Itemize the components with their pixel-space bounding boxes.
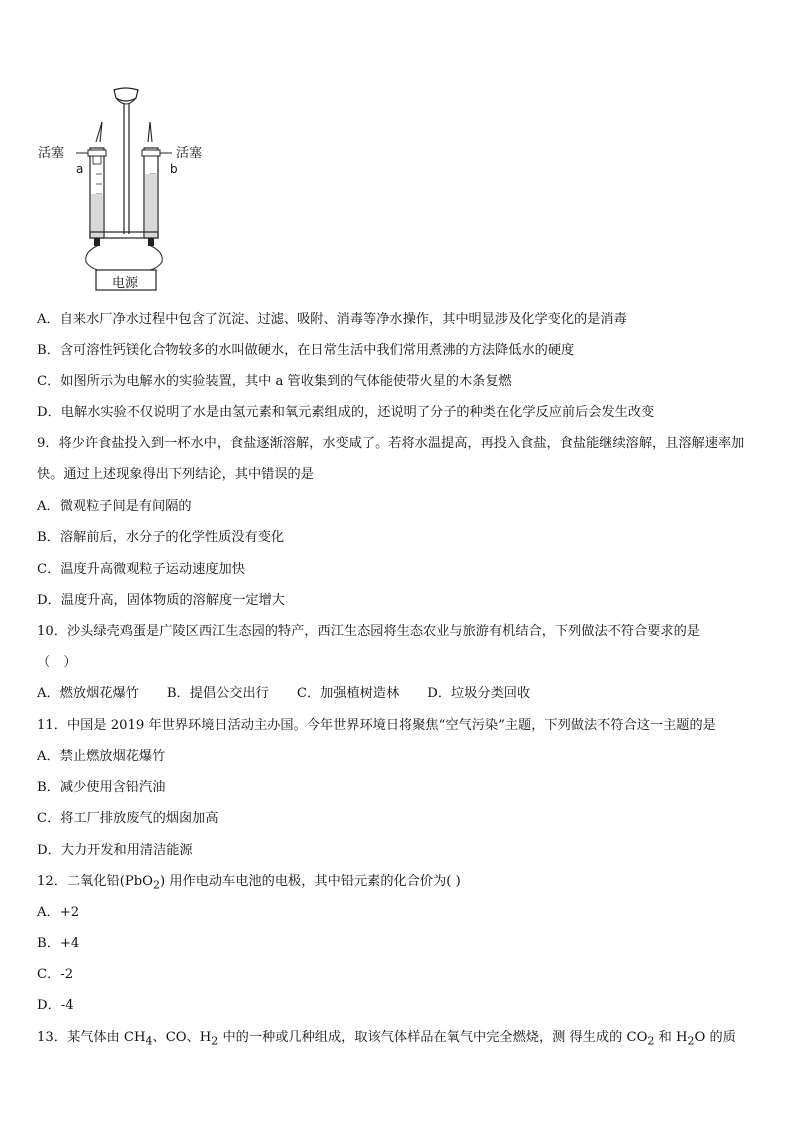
q10-answer-paren: （ ） — [37, 655, 77, 670]
q13-stem: 13．某气体由 $CH_4$、CO、$H_2$ 中的一种或几种组成，取该气体样品在氧气中完全燃烧，测 得生成的 $CO_2$ 和 $H_2O$ 的质 — [37, 1030, 736, 1048]
q12-option-a: A．+2 — [37, 905, 80, 920]
q10-options-row — [37, 685, 530, 703]
q10-option-d: D．垃圾分类回收 — [427, 686, 531, 701]
q10-option-b: B．提倡公交出行 — [166, 686, 269, 701]
q11-option-c: C．将工厂排放废气的烟囱加高 — [37, 811, 219, 826]
q8-option-d: D．电解水实验不仅说明了水是由氢元素和氧元素组成的，还说明了分子的种类在化学反应前后会发生改变 — [37, 405, 655, 420]
q9-option-a: A．微观粒子间是有间隔的 — [37, 499, 192, 514]
q11-option-d: D．大力开发和用清洁能源 — [37, 843, 193, 858]
q12-option-d: D．-4 — [37, 998, 74, 1013]
q9-option-d: D．温度升高，固体物质的溶解度一定增大 — [37, 593, 285, 608]
q11-option-b: B．减少使用含铅汽油 — [37, 780, 166, 795]
q9-option-c: C．温度升高微观粒子运动速度加快 — [37, 562, 245, 577]
power-supply-label: 电源 — [112, 276, 139, 291]
right-valve-label: 活塞 — [176, 146, 203, 161]
tube-a-label: a — [76, 162, 84, 176]
q10-option-c: C．加强植树造林 — [296, 686, 400, 701]
q8-option-c: C．如图所示为电解水的实验装置，其中 a 管收集到的气体能使带火星的木条复燃 — [37, 374, 512, 389]
q11-stem: 11．中国是 2019 年世界环境日活动主办国。今年世界环境日将聚焦“空气污染”主题，下列做法不符合这一主题的是 — [37, 718, 716, 733]
q12-stem: 12．二氧化铅(PbO$_2$) 用作电动车电池的电极，其中铅元素的化合价为( ) — [37, 874, 461, 892]
electrolysis-apparatus-drawing — [36, 84, 236, 296]
q10-stem: 10．沙头绿壳鸡蛋是广陵区西江生态园的特产，西江生态园将生态农业与旅游有机结合，下列做法不符合要求的是 — [37, 624, 700, 639]
q9-option-b: B．溶解前后，水分子的化学性质没有变化 — [37, 530, 285, 545]
electrolysis-apparatus-figure — [36, 84, 236, 296]
tube-b-label: b — [170, 162, 178, 176]
q11-option-a: A．禁止燃放烟花爆竹 — [37, 749, 166, 764]
q9-stem: 9．将少许食盐投入到一杯水中，食盐逐渐溶解，水变咸了。若将水温提高，再投入食盐，食盐能继续溶解，且溶解速率加快。通过上述现象得出下列结论，其中错误的是 — [37, 436, 745, 482]
left-valve-label: 活塞 — [38, 146, 65, 161]
q10-option-a: A．燃放烟花爆竹 — [37, 686, 139, 701]
q12-option-c: C．-2 — [37, 967, 74, 982]
q8-option-a: A．自来水厂净水过程中包含了沉淀、过滤、吸附、消毒等净水操作，其中明显涉及化学变化的是消毒 — [37, 312, 627, 327]
q8-option-b: B．含可溶性钙镁化合物较多的水叫做硬水，在日常生活中我们常用煮沸的方法降低水的硬度 — [37, 343, 575, 358]
q12-option-b: B．+4 — [37, 936, 80, 951]
